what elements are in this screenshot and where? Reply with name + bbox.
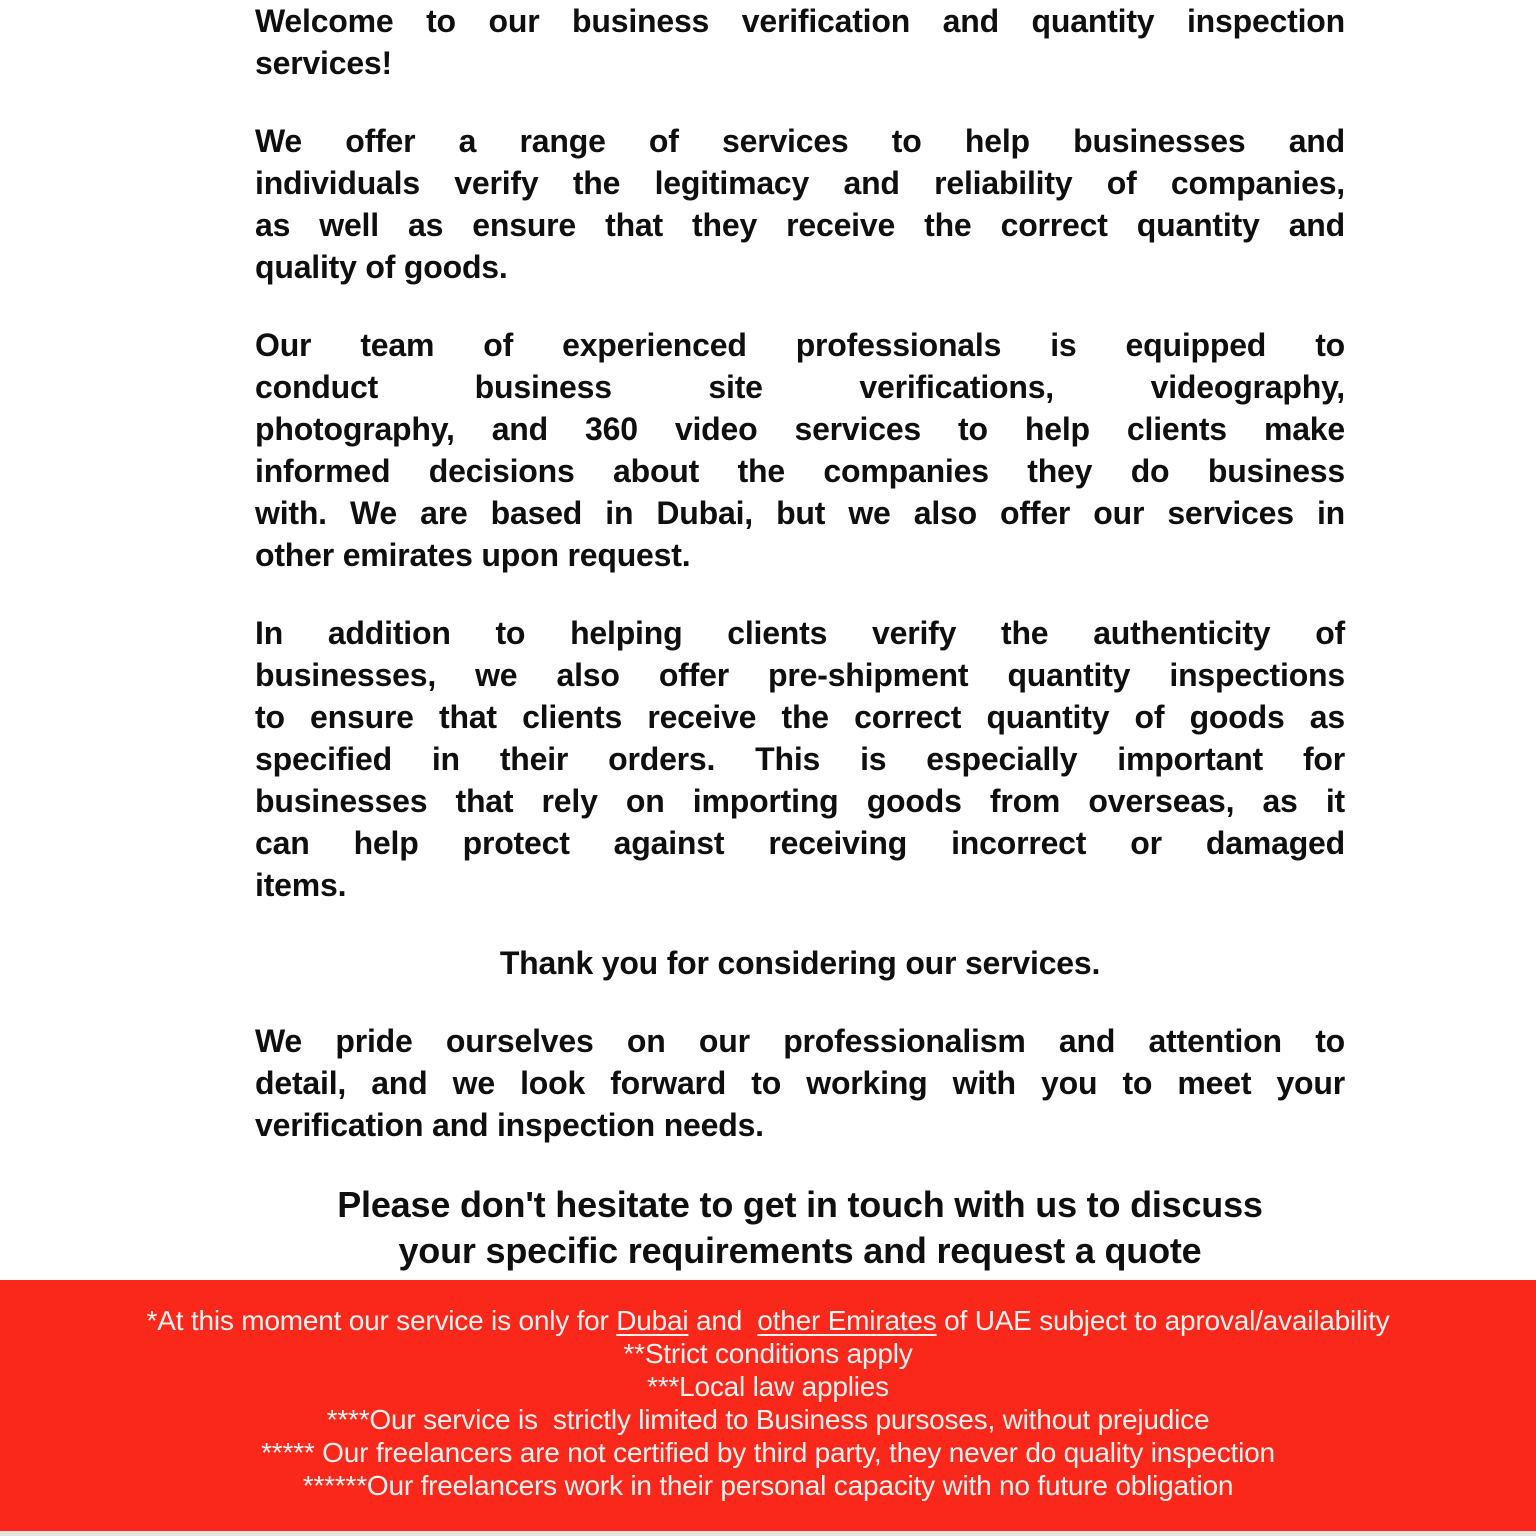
text-line: Welcome to our business verification and quantity inspection [255,3,1345,39]
text-line: specified in their orders. This is especially important for [255,741,1345,777]
text-line: We pride ourselves on our professionalism and attention to [255,1023,1345,1059]
disclaimer-text: ******Our freelancers work in their personal capacity with no future obligation [302,1470,1234,1501]
underlined-text: other Emirates [757,1305,937,1336]
text-line: other emirates upon request. [255,537,691,573]
text-line: businesses that rely on importing goods from overseas, as it [255,783,1345,819]
paragraph-services-overview [255,120,1345,288]
paragraph-thank-you [255,942,1345,984]
disclaimer-text: ***Local law applies [647,1371,889,1402]
disclaimer-text: **Strict conditions apply [623,1338,913,1369]
disclaimer-line [0,1304,1536,1337]
disclaimer-text: and [688,1305,758,1336]
text-line: We offer a range of services to help businesses and [255,123,1345,159]
disclaimer-text: ****Our service is strictly limited to Business pursoses, without prejudice [326,1404,1210,1435]
disclaimer-line [0,1436,1536,1469]
text-line: businesses, we also offer pre-shipment quantity inspections [255,657,1345,693]
text-line: can help protect against receiving incorrect or damaged [255,825,1345,861]
text-line: informed decisions about the companies they do business [255,453,1345,489]
text-line: with. We are based in Dubai, but we also offer our services in [255,495,1345,531]
text-line: quality of goods. [255,249,508,285]
text-line: Our team of experienced professionals is equipped to [255,327,1345,363]
text-line: Please don't hesitate to get in touch with us to discuss [337,1184,1263,1225]
paragraph-pride [255,1020,1345,1146]
text-line: your specific requirements and request a quote [398,1230,1202,1271]
text-line: In addition to helping clients verify the authenticity of [255,615,1345,651]
paragraph-quantity-inspections [255,612,1345,906]
disclaimer-text: ***** Our freelancers are not certified by third party, they never do quality inspection [261,1437,1275,1468]
text-line: photography, and 360 video services to help clients make [255,411,1345,447]
text-line: detail, and we look forward to working with you to meet your [255,1065,1345,1101]
disclaimer-line [0,1337,1536,1370]
bottom-edge-strip [0,1531,1536,1536]
disclaimer-text: *At this moment our service is only for [146,1305,617,1336]
text-line: conduct business site verifications, videography, [255,369,1345,405]
paragraph-intro [255,0,1345,84]
disclaimer-line [0,1469,1536,1502]
document-body [255,0,1345,1310]
text-line: as well as ensure that they receive the correct quantity and [255,207,1345,243]
disclaimer-line [0,1370,1536,1403]
disclaimer-line [0,1403,1536,1436]
text-line: items. [255,867,347,903]
underlined-text: Dubai [616,1305,689,1336]
text-line: Thank you for considering our services. [499,945,1101,981]
paragraph-team [255,324,1345,576]
text-line: to ensure that clients receive the correct quantity of goods as [255,699,1345,735]
text-line: services! [255,45,392,81]
disclaimer-banner [0,1280,1536,1531]
text-line: individuals verify the legitimacy and reliability of companies, [255,165,1345,201]
disclaimer-text: of UAE subject to aproval/availability [936,1305,1390,1336]
paragraph-contact-cta [255,1182,1345,1274]
text-line: verification and inspection needs. [255,1107,764,1143]
